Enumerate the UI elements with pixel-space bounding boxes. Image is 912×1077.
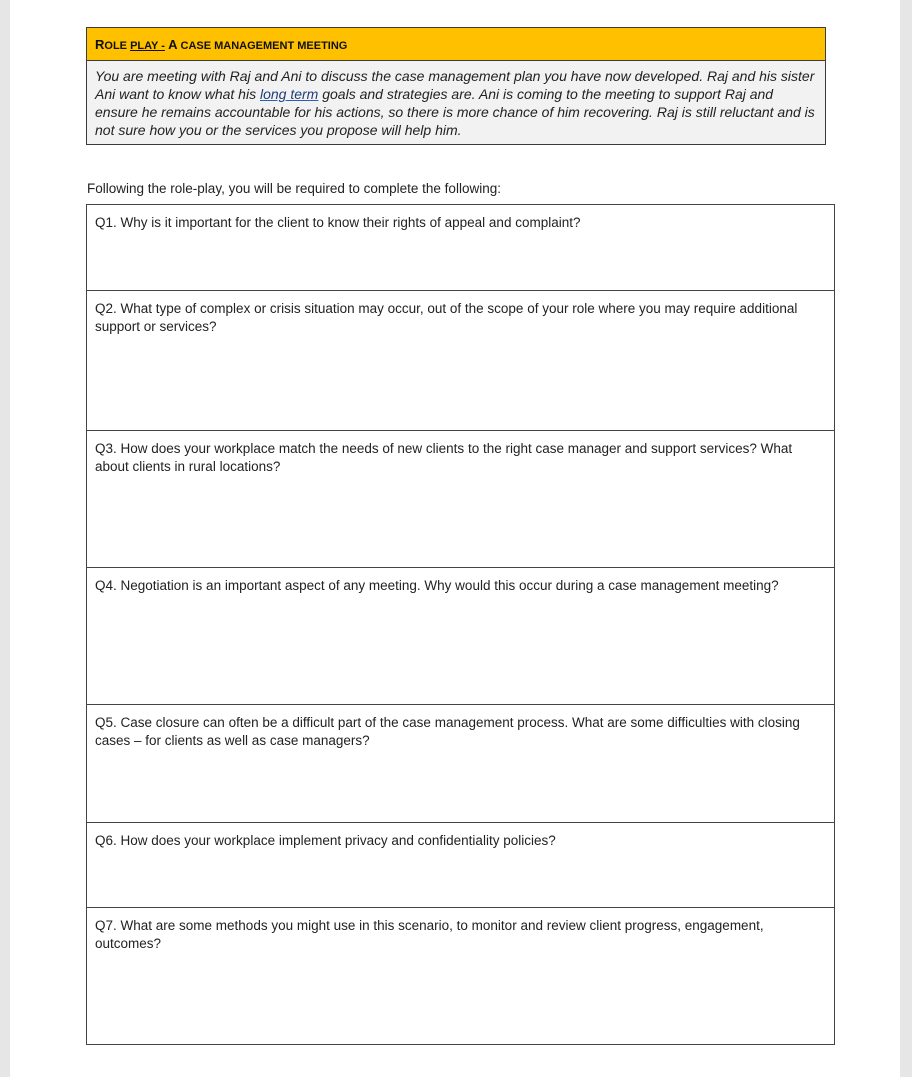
- role-play-description: [87, 61, 825, 144]
- question-row-4[interactable]: Q4. Negotiation is an important aspect of any meeting. Why would this occur during a case management meeting?: [87, 568, 834, 705]
- question-row-1[interactable]: Q1. Why is it important for the client to know their rights of appeal and complaint?: [87, 205, 834, 291]
- title-rest: CASE MANAGEMENT MEETING: [177, 40, 348, 52]
- role-play-box: [86, 27, 826, 145]
- description-text: You are meeting with Raj and Ani to discuss the case management plan you have now developed. Raj and his sister Ani want to know what his: [95, 68, 815, 102]
- question-row-3[interactable]: Q3. How does your workplace match the needs of new clients to the right case manager and support services? What about clients in rural locations?: [87, 431, 834, 568]
- questions-table: [86, 204, 835, 1045]
- title-small-caps: OLE: [104, 40, 131, 52]
- question-row-5[interactable]: Q5. Case closure can often be a difficult part of the case management process. What are some difficulties with closing cases – for clients as well as case managers?: [87, 705, 834, 823]
- intro-text: Following the role-play, you will be required to complete the following:: [87, 181, 501, 196]
- title-initial: R: [95, 37, 105, 52]
- role-play-title: [87, 28, 825, 61]
- question-row-7[interactable]: Q7. What are some methods you might use in this scenario, to monitor and review client progress, engagement, outcomes?: [87, 908, 834, 1045]
- title-cap: A: [168, 37, 178, 52]
- question-row-2[interactable]: Q2. What type of complex or crisis situation may occur, out of the scope of your role where you may require additional support or services?: [87, 291, 834, 431]
- document-page: [10, 0, 900, 1077]
- description-underlined-term: long term: [259, 86, 319, 102]
- description-text-cont: goals and strategies are. Ani is coming to the meeting to support Raj and ensure he remains accountable for his actions, so there is more chance of him recovering. Raj is still reluctant and is not sure how you or the services you propose will help him.: [95, 86, 815, 138]
- title-underlined: PLAY -: [130, 40, 165, 52]
- question-row-6[interactable]: Q6. How does your workplace implement privacy and confidentiality policies?: [87, 823, 834, 908]
